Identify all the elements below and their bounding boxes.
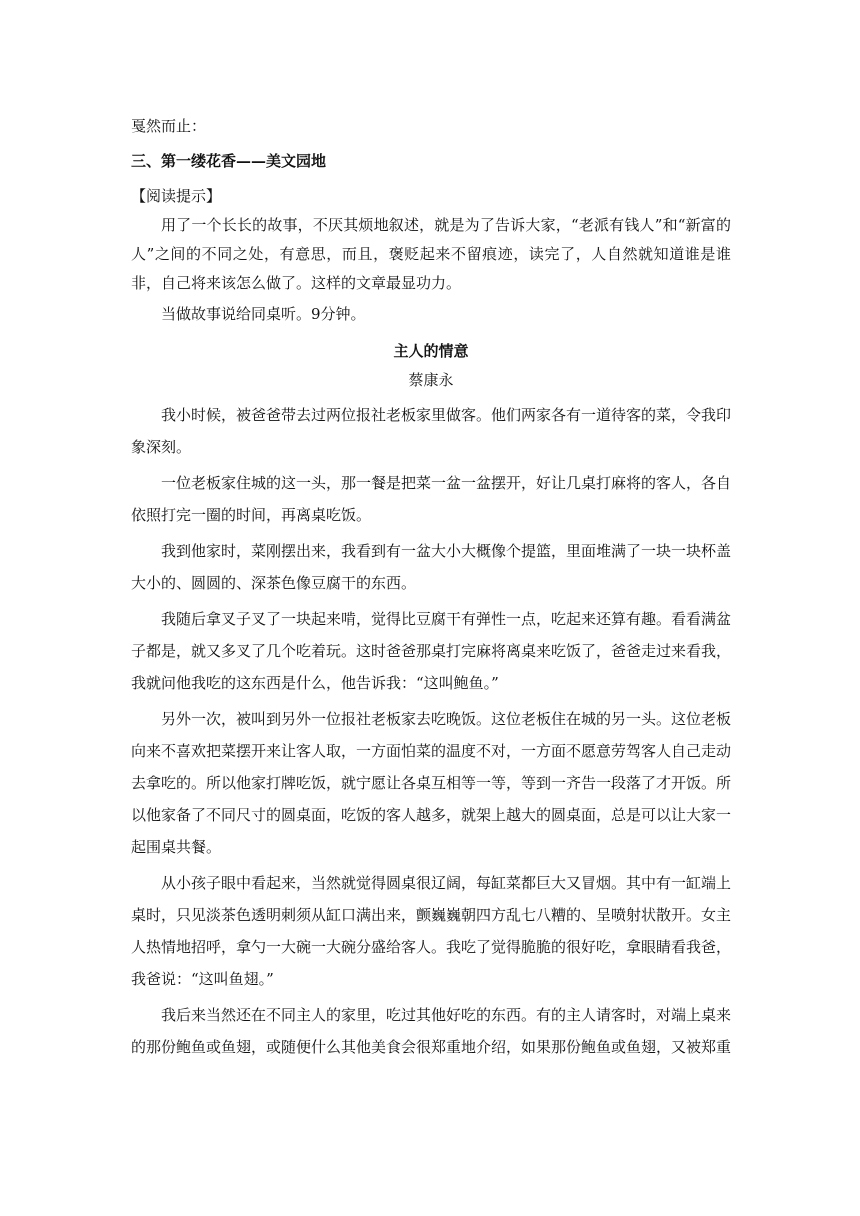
reading-tip-paragraph: 当做故事说给同桌听。9分钟。 [161,305,366,323]
article-paragraph: 我后来当然还在不同主人的家里，吃过其他好吃的东西。有的主人请客时，对端上桌来的那份鲍鱼或鱼翅，或随便什么其他美食会很郑重地介绍，如果那份鲍鱼或鱼翅，又被郑重 [131,1006,732,1056]
reading-tip-label: 【阅读提示】 [131,187,222,205]
article-paragraph: 另外一次，被叫到另外一位报社老板家去吃晚饭。这位老板住在城的另一头。这位老板向来不喜欢把菜摆开来让客人取，一方面怕菜的温度不对，一方面不愿意劳驾客人自己走动去拿吃的。所以他家打牌吃饭，就宁愿让各桌互相等一等，等到一齐告一段落了才开饭。所以他家备了不同尺寸的圆桌面，吃饭的客人越多，就架上越大的圆桌面，总是可以让大家一起围桌共餐。 [131,710,732,856]
article-heading [131,337,731,395]
article-paragraph: 从小孩子眼中看起来，当然就觉得圆桌很辽阔，每缸菜都巨大又冒烟。其中有一缸端上桌时，只见淡茶色透明刺须从缸口满出来，颤巍巍朝四方乱七八糟的、呈喷射状散开。女主人热情地招呼，拿勺一大碗一大碗分盛给客人。我吃了觉得脆脆的很好吃，拿眼睛看我爸，我爸说：“这叫鱼翅。” [131,874,732,988]
article-paragraph: 我小时候，被爸爸带去过两位报社老板家里做客。他们两家各有一道待客的菜，令我印象深刻。 [131,406,732,456]
article-paragraph: 我到他家时，菜刚摆出来，我看到有一盆大小大概像个提篮，里面堆满了一块一块杯盖大小的、圆圆的、深茶色像豆腐干的东西。 [131,542,732,592]
reading-tip-paragraph: 用了一个长长的故事，不厌其烦地叙述，就是为了告诉大家，“老派有钱人”和“新富的人”之间的不同之处，有意思，而且，褒贬起来不留痕迹，读完了，人自然就知道谁是谁非，自己将来该怎么做了。这样的文章最显功力。 [131,216,731,292]
section-heading: 三、第一缕花香——美文园地 [131,152,327,170]
article-paragraph: 我随后拿叉子叉了一块起来啃，觉得比豆腐干有弹性一点，吃起来还算有趣。看看满盆子都是，就又多叉了几个吃着玩。这时爸爸那桌打完麻将离桌来吃饭了，爸爸走过来看我，我就问他我吃的这东西是什么，他告诉我：“这叫鲍鱼。” [131,610,732,692]
article-author: 蔡康永 [408,371,454,389]
intro-line: 戛然而止： [131,117,207,135]
article-paragraph: 一位老板家住城的这一头，那一餐是把菜一盆一盆摆开，好让几桌打麻将的客人，各自依照打完一圈的时间，再离桌吃饭。 [131,474,732,524]
article-title: 主人的情意 [393,342,469,360]
document-content [131,112,731,1067]
